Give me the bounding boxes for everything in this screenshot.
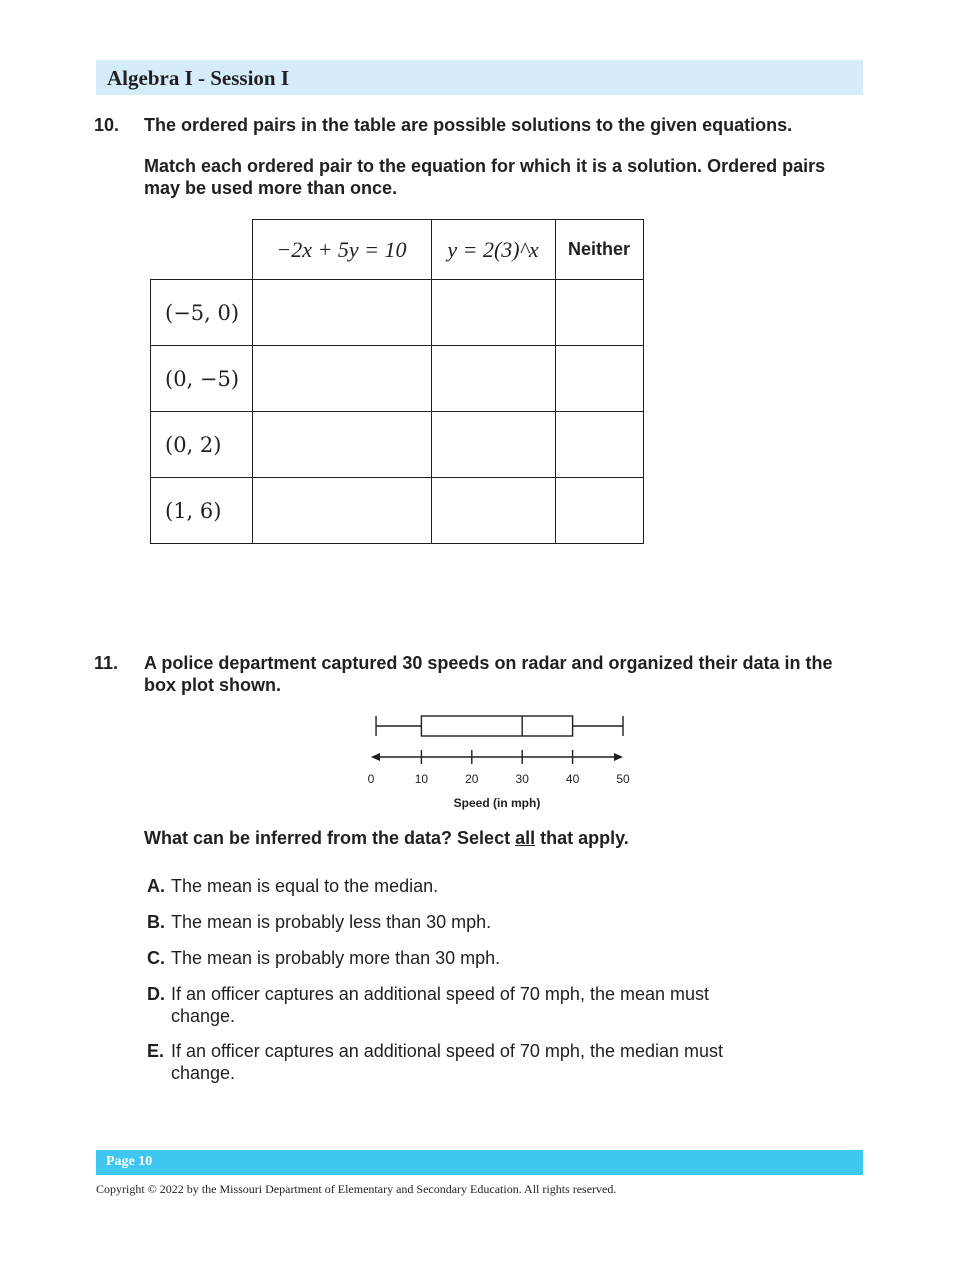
box-iqr [421,716,572,736]
match-cell[interactable] [252,412,431,478]
match-cell[interactable] [555,478,643,544]
match-cell[interactable] [252,280,431,346]
match-cell[interactable] [431,346,555,412]
page-number: Page 10 [106,1154,153,1169]
x-axis-label: Speed (in mph) [453,796,541,810]
q11-number: 11. [94,653,119,673]
footer-bar [96,1150,863,1175]
tick-label: 40 [565,772,580,786]
option-text: The mean is equal to the median. [171,876,439,896]
option-text-cont: change. [171,1063,236,1083]
box-plot [0,700,979,820]
option-letter: A. [147,876,165,896]
session-header [96,60,863,95]
q11-question-emphasis: all [515,828,536,848]
q10-number: 10. [94,115,120,135]
q11-question-text-end: that apply. [535,828,629,848]
match-cell[interactable] [555,280,643,346]
q10-instruction: Match each ordered pair to the equation for which it is a solution. Ordered pairs may be used more than once. [144,156,826,198]
col-header-exponential-cell [431,220,555,280]
option-text: The mean is probably less than 30 mph. [171,912,492,932]
match-cell[interactable] [431,412,555,478]
match-cell[interactable] [431,478,555,544]
session-title: Algebra I - Session I [107,66,290,90]
tick-label: 20 [465,772,479,786]
q11-question-text: What can be inferred from the data? Select [144,828,516,848]
tick-label: 10 [414,772,429,786]
col-header-linear-cell [252,220,431,280]
tick-label: 0 [367,772,375,786]
option-text-cont: change. [171,1006,236,1026]
row-label: (1, 6) [151,478,253,544]
match-cell[interactable] [431,280,555,346]
match-cell[interactable] [252,346,431,412]
option-text: The mean is probably more than 30 mph. [171,948,501,968]
answer-option-b[interactable] [147,911,767,933]
corner-cell [151,220,253,280]
arrow-left [371,753,380,761]
match-cell[interactable] [555,412,643,478]
answer-option-d[interactable] [147,983,767,1027]
col-header-exponential: y = 2(3)^x [447,236,539,262]
option-text: If an officer captures an additional speed of 70 mph, the median must [171,1041,724,1061]
copyright: Copyright © 2022 by the Missouri Department of Elementary and Secondary Education. All rights reserved. [96,1182,617,1196]
answer-option-c[interactable] [147,947,767,969]
option-letter: D. [147,984,165,1004]
match-cell[interactable] [555,346,643,412]
matching-table [150,219,644,544]
q11-question [144,827,854,849]
option-letter: E. [147,1041,165,1061]
arrow-right [614,753,623,761]
answer-option-e[interactable] [147,1040,767,1084]
row-label: (0, −5) [151,346,253,412]
row-label: (−5, 0) [151,280,253,346]
row-label: (0, 2) [151,412,253,478]
col-header-neither: Neither [555,220,643,280]
col-header-linear: −2x + 5y = 10 [276,236,407,262]
match-cell[interactable] [252,478,431,544]
option-text: If an officer captures an additional speed of 70 mph, the mean must [171,984,709,1004]
option-letter: C. [147,948,165,968]
tick-label: 30 [515,772,529,786]
answer-option-a[interactable] [147,875,767,897]
tick-label: 50 [616,772,630,786]
q11-prompt: A police department captured 30 speeds on radar and organized their data in the box plot shown. [144,653,833,695]
option-letter: B. [147,912,165,932]
q10-prompt: The ordered pairs in the table are possible solutions to the given equations. [144,115,793,135]
